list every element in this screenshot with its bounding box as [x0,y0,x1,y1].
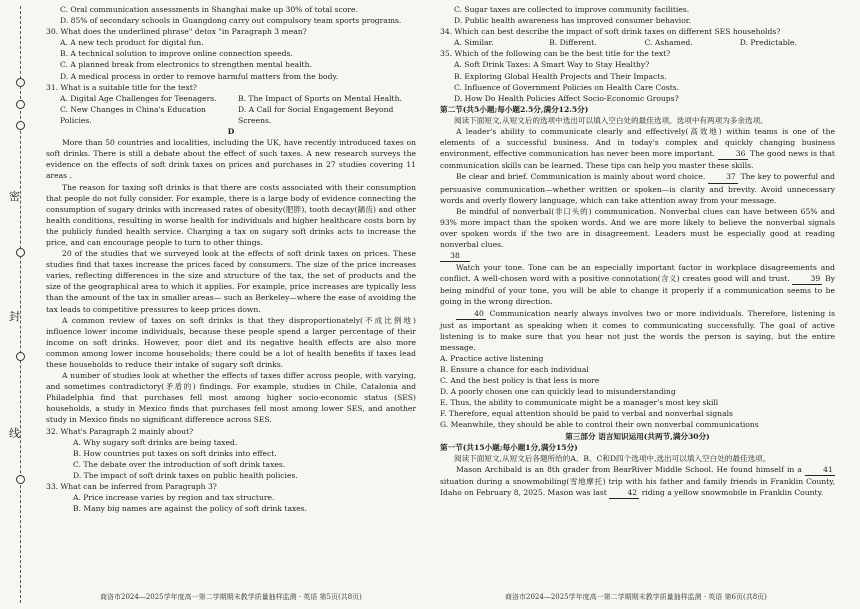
page-footer-right: 商洛市2024—2025学年度高一第二学期期末教学质量抽样监测 · 英语 第6页(共8页) [505,593,767,601]
passage-paragraph: The reason for taxing soft drinks is that there are costs associated with their consumption that people do not fully consider. For example, there is a large body of evidence connecting the consumption of sugary drinks with increased rates of obesity(肥胖), tooth decay(龋齿) and other health conditions, resulting in worse health for individuals and higher healthcare costs born by the publicly funded health service. Charging a tax on sugary soft drinks acts to increase the price, and can encourage people to turn to other things. [46,182,416,247]
option-line: B. Exploring Global Health Projects and Their Impacts. [454,71,667,81]
question-31: 31. What is a suitable title for the text? [46,82,197,92]
option-line: E. Thus, the ability to communicate might be a manager's most key skill [440,398,719,408]
option-line: C. New Changes in China's Education Policies. [60,104,206,125]
binding-hole-icon [16,248,25,257]
q31-options-row [46,93,416,104]
passage-paragraph: A common review of taxes on soft drinks is that they disproportionately(不成比例地) influence lower income individuals, because these people spend a larger percentage of their income on soft drinks. However, poor diet and its negative health effects are also more common among lower income households; there could be a lot of health benefits if taxes lead these households to reduce their intake of sugary soft drinks. [46,315,416,369]
option-line: D. Predictable. [739,38,797,48]
option-line: C. Influence of Government Policies on Health Care Costs. [454,82,680,92]
question-35: 35. Which of the following can be the best title for the text? [440,49,671,59]
option-line: D. The impact of soft drink taxes on public health policies. [73,470,298,480]
blank-42: 42 [609,487,639,499]
option-line: A. A new tech product for digital fun. [60,38,204,48]
seal-mark-xian: 线 [9,423,20,443]
passage-paragraph: More than 50 countries and localities, including the UK, have recently introduced taxes on soft drinks. There is still a debate about the effect of such taxes. A new research surveys the evidence on the effects of soft drink taxes on prices and purchases in 27 studies covering 11 areas . [46,138,416,181]
binding-dashed-line [20,6,21,603]
seal-mark-mi: 密 [9,186,20,206]
passage-paragraph: Be mindful of nonverbal(非口头的) communication. Nonverbal clues can have between 65% and 93% more impact than the spoken words. And we are more likely to believe the nonverbal signals over spoken words if the two are in disagreement. Leaders must be especially good at reading nonverbal clues. [440,206,835,249]
cloze-paragraph: Mason Archibald is an 8th grader from BearRiver Middle School. He found himself in a 41 situation during a snowmobiling(雪地摩托) trip with his father and family friends in Franklin County, Idaho on February 8, 2025. Mason was last 42 riding a yellow snowmobile in Franklin County. [440,464,835,499]
option-line: A. Soft Drink Taxes: A Smart Way to Stay Healthy? [454,60,650,70]
left-column [46,4,416,514]
option-line: B. The Impact of Sports on Mental Health. [238,93,402,103]
question-33: 33. What can be inferred from Paragraph 3? [46,482,217,492]
option-line: A. Similar. [454,38,494,48]
question-30: 30. What does the underlined phrase" detox "in Paragraph 3 mean? [46,27,307,37]
q31-options-row [46,104,416,126]
binding-hole-icon [16,78,25,87]
blank-40: 40 [456,308,486,320]
binding-hole-icon [16,475,25,484]
option-line: B. Different. [549,38,597,48]
option-line: D. A Call for Social Engagement Beyond Screens. [238,104,394,125]
passage-paragraph: 40 Communication nearly always involves two or more individuals. Therefore, listening is just as important as speaking when it comes to communicating successfully. The goal of active listening is to make sure that you hear not just the words the person is saying, but the entire message. [440,308,835,352]
option-line: B. Ensure a chance for each individual [440,365,589,374]
passage-paragraph: A number of studies look at whether the effects of taxes differ across people, with varying, and sometimes contradictory(矛盾的) findings. For example, studies in Chile, Catalonia and Philadelphia find that purchases fell most among higher socio-economic status (SES) households, a study in Mexico finds that purchases fell most among lower SES, and another study in Mexico finds no significant difference across SES. [46,371,416,425]
blank-36: 36 [718,148,748,160]
option-line: C. A planned break from electronics to strengthen mental health. [60,60,312,70]
blank-37: 37 [708,171,738,183]
q34-options-row [440,37,835,48]
option-line: A. Digital Age Challenges for Teenagers. [60,93,217,103]
section-2-title: 第二节(共5小题;每小题2.5分,满分12.5分) [440,104,589,114]
option-line: B. Many big names are against the policy of soft drink taxes. [73,504,308,514]
option-line: C. And the best policy is that less is more [440,376,600,386]
option-line: D. How Do Health Policies Affect Socio-Economic Groups? [454,93,679,103]
blank-38-line [440,250,835,262]
option-line: C. Ashamed. [644,38,693,48]
option-line: A. Price increase varies by region and tax structure. [73,493,275,503]
blank-41: 41 [805,464,835,476]
option-line: B. A technical solution to improve online connection speeds. [60,49,293,59]
blank-38: 38 [440,250,470,262]
option-line: C. Oral communication assessments in Shanghai make up 30% of total score. [60,5,358,14]
part-3-section-1-title: 第一节(共15小题;每小题1分,满分15分) [440,442,578,452]
passage-d-heading: D [227,127,235,137]
part-3-title: 第三部分 语言知识运用(共两节,满分30分) [565,431,710,441]
seal-mark-feng: 封 [9,306,20,326]
binding-hole-icon [16,100,25,109]
option-line: D. Public health awareness has improved consumer behavior. [454,16,691,26]
right-column [440,4,835,499]
page-footer-left: 商洛市2024—2025学年度高一第二学期期末教学质量抽样监测 · 英语 第5页(共8页) [100,593,362,601]
passage-paragraph: A leader's ability to communicate clearly and effectively(高效地) within teams is one of the elements of a successful business. And in today's complex and quickly changing business environment, effective communication has never been more important. 36 The good news is that communication skills can be learned. These tips can help you master these skills. [440,127,835,171]
passage-paragraph: Watch your tone. Tone can be an especially important factor in workplace disagreements and conflict. A well-chosen word with a positive connotation(含义) creates good will and trust. 39 By being mindful of your tone, you will be able to change it properly if a communication seems to be going in the wrong direction. [440,263,836,307]
part-3-instructions: 阅读下面短文,从短文后各题所给的A、B、C和D四个选项中,选出可以填入空白处的最佳选项。 [454,453,771,463]
option-line: D. A medical process in order to remove harmful matters from the body. [60,71,339,81]
section-2-instructions: 阅读下面短文,从短文后的选项中选出可以填入空白处的最佳选项。选项中有两项为多余选项。 [454,115,768,125]
blank-39: 39 [792,273,822,285]
question-34: 34. Which can best describe the impact of soft drink taxes on different SES households? [440,27,781,37]
option-line: D. 85% of secondary schools in Guangdong carry out compulsory team sports programs. [60,16,402,26]
passage-paragraph: Be clear and brief. Communication is mainly about word choice. 37 The key to powerful and persuasive communication—whether written or spoken—is clarity and brevity. Avoid unnecessary words and overly flowery language, which can take attention away from your message. [440,172,835,205]
question-32: 32. What's Paragraph 2 mainly about? [46,426,194,436]
binding-hole-icon [16,352,25,361]
binding-hole-icon [16,121,25,130]
option-line: B. How countries put taxes on soft drinks into effect. [73,448,277,458]
option-line: C. The debate over the introduction of soft drink taxes. [73,459,286,469]
option-line: A. Why sugary soft drinks are being taxed. [73,437,238,447]
option-line: F. Therefore, equal attention should be paid to verbal and nonverbal signals [440,409,733,419]
passage-paragraph: 20 of the studies that we surveyed look at the effects of soft drink taxes on prices. These studies find that taxes increase the prices faced by consumers. The size of the price increases varies, reflecting differences in the size and structure of the tax, the set of products and the size of the geographical area to which it applies. For example, price increases are typically less than the amount of the tax in smaller areas— such as Berkeley—where the ease of avoiding the tax leads to competitive pressures to keep prices down. [46,249,416,314]
option-line: D. A poorly chosen one can quickly lead to misunderstanding [440,387,676,397]
option-line: G. Meanwhile, they should be able to control their own nonverbal communications [440,420,759,430]
binding-margin [0,0,40,609]
option-line: C. Sugar taxes are collected to improve community facilities. [454,5,690,14]
option-line: A. Practice active listening [440,353,544,363]
